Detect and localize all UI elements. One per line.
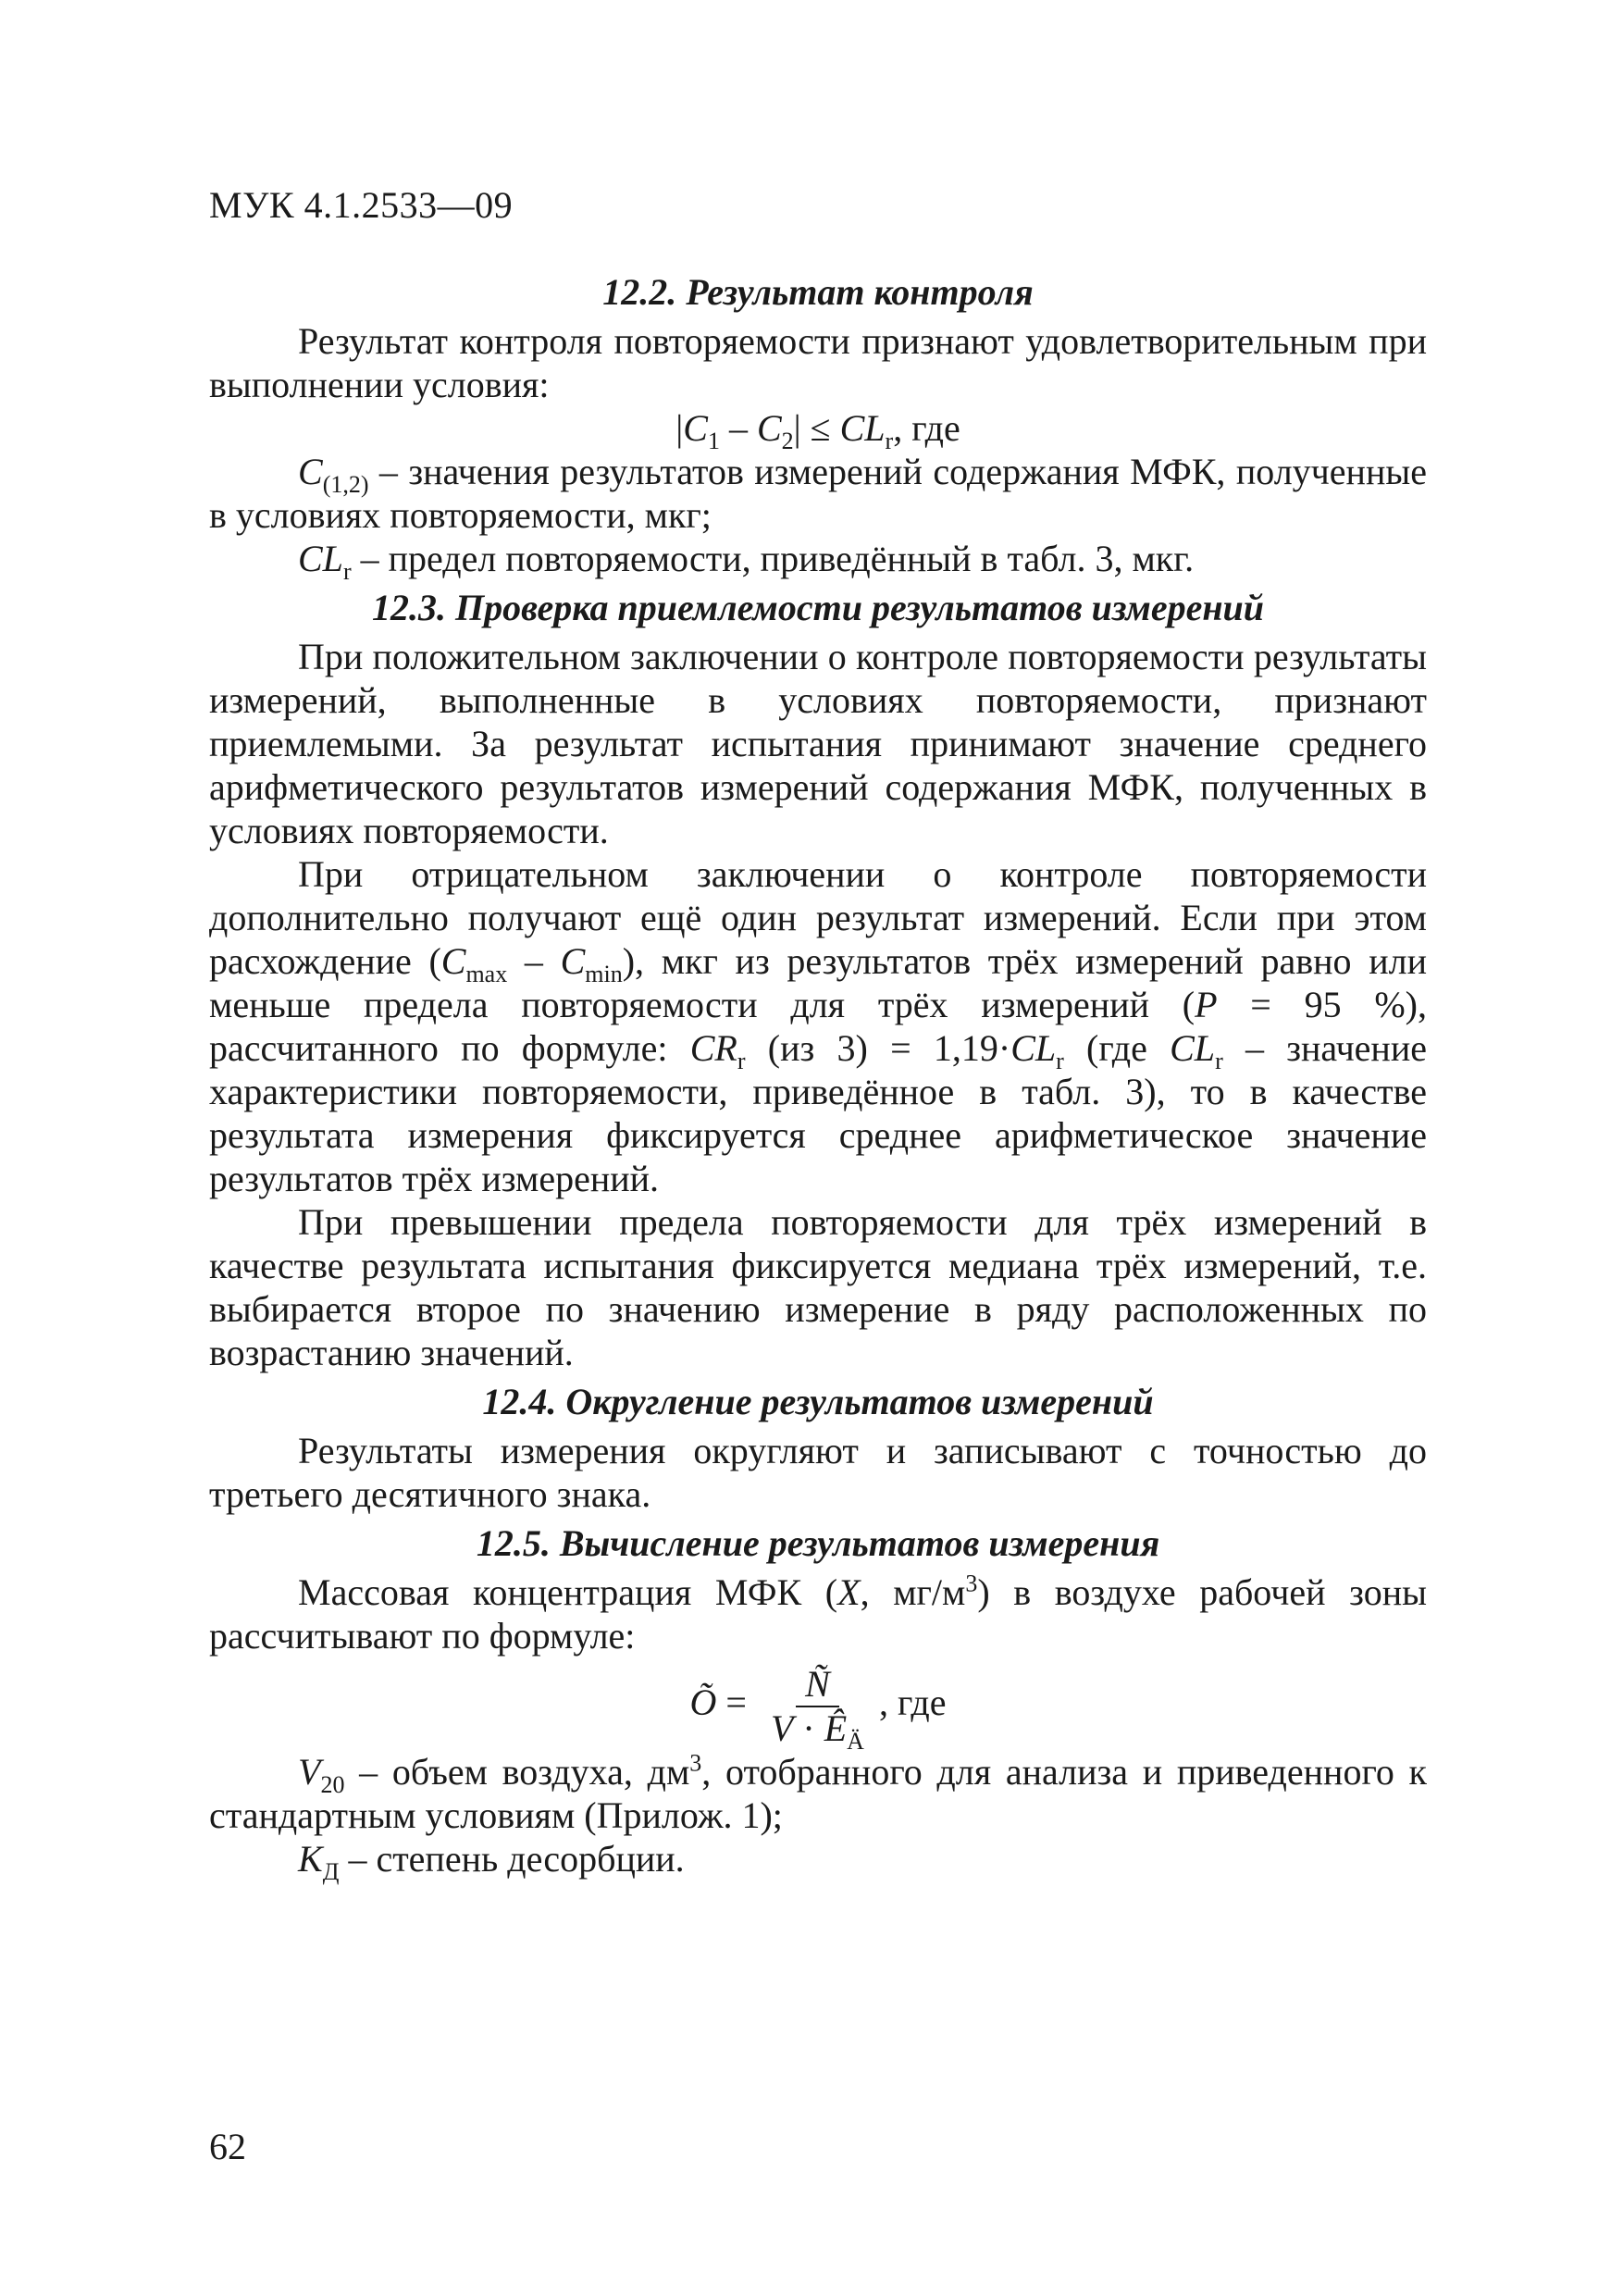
def-c-sub: (1,2) [322, 471, 369, 498]
def-v-text-a: – объем воздуха, дм [344, 1751, 690, 1793]
s125-p1-a: Массовая концентрация МФК ( [298, 1571, 838, 1613]
def-cl-text: – предел повторяемости, приведённый в табл. 3, мкг. [351, 538, 1195, 579]
p2-cl2: CL [1170, 1027, 1216, 1069]
s125-definition-kd [209, 1837, 1427, 1885]
p2-max-sub: max [465, 961, 508, 987]
s123-paragraph-3: При превышении предела повторяемости для трёх измерений в качестве результата испытания фиксируется медиана трёх измерений, т.е. выбирается второе по значению измерение в ряду расположенных по возрастанию значений. [209, 1201, 1427, 1373]
section-12-2-title: 12.2. Результат контроля [602, 271, 1034, 313]
p2-cl: CL [1010, 1027, 1057, 1069]
section-12-4-title: 12.4. Округление результатов измерений [482, 1381, 1154, 1422]
p2-cr-sub: r [737, 1048, 746, 1074]
def-v-text-b: , отобранного для анализа и приведенного к стандартным условиям (Прилож. 1); [209, 1751, 1427, 1836]
s125-p1-x: X [837, 1571, 861, 1613]
def-cl-var: CL [298, 538, 343, 579]
formula-abs-open: | [675, 407, 684, 449]
repeatability-condition-formula [209, 406, 1427, 454]
p2-part-e: (где [1063, 1027, 1171, 1069]
p2-part-c: = 95 %), рассчитанного по формуле: [209, 984, 1427, 1069]
def-v-var: V [298, 1751, 321, 1793]
denominator-sub: Ä [847, 1728, 864, 1755]
s125-paragraph-1 [209, 1570, 1427, 1657]
p2-cl-sub: r [1056, 1048, 1064, 1074]
fraction-numerator [796, 1663, 839, 1707]
document-code: МУК 4.1.2533—09 [209, 184, 514, 226]
p2-part-f: – значение характеристики повторяемости, приведённое в табл. 3), то в качестве результата измерения фиксируется среднее арифметическое значение результатов трёх измерений. [209, 1027, 1427, 1199]
s124-paragraph-1: Результаты измерения округляют и записывают с точностью до третьего десятичного знака. [209, 1430, 1427, 1515]
p2-cl2-sub: r [1215, 1048, 1223, 1074]
formula-c2: C [756, 407, 782, 449]
s123-paragraph-2 [209, 852, 1427, 1200]
s125-p1-sup: 3 [965, 1570, 978, 1597]
s123-paragraph-1: При положительном заключении о контроле повторяемости результаты измерений, выполненные в условиях повторяемости, признают приемлемыми. За результат испытания принимают значение среднего арифметического результатов измерений содержания МФК, полученных в условиях повторяемости. [209, 636, 1427, 851]
def-k-var: K [298, 1838, 323, 1880]
formula-c2-sub: 2 [781, 428, 794, 454]
def-cl-sub: r [342, 558, 352, 585]
formula-where-2: , где [878, 1682, 947, 1724]
def-k-sub: Д [322, 1858, 340, 1885]
formula-c1-sub: 1 [707, 428, 720, 454]
p2-cr: CR [689, 1027, 737, 1069]
fraction-denominator [762, 1707, 873, 1755]
p2-part-d: (из 3) = 1,19· [745, 1027, 1011, 1069]
formula-le: ≤ [800, 407, 840, 449]
denominator-v: V [770, 1707, 794, 1749]
p2-min-sub: min [585, 961, 623, 987]
p2-part-a: При отрицательном заключении о контроле повторяемости дополнительно получают ещё один результат измерений. Если при этом расхождение ( [209, 853, 1427, 982]
formula-lhs: Õ [689, 1682, 717, 1724]
p2-part-b: ), мкг из результатов трёх измерений равно или меньше предела повторяемости для трёх измерений ( [209, 940, 1427, 1025]
def-v-sup: 3 [689, 1749, 702, 1777]
def-k-text: – степень десорбции. [339, 1838, 685, 1880]
p2-cmax: C [440, 940, 466, 982]
s122-definition-clr [209, 537, 1427, 585]
numerator-symbol: Ñ [805, 1663, 830, 1705]
def-c-var: C [298, 451, 323, 492]
def-c-text: – значения результатов измерений содержания МФК, полученные в условиях повторяемости, мкг; [209, 451, 1427, 536]
p2-dash: – [507, 940, 561, 982]
formula-abs-close: | [793, 407, 801, 449]
formula-cl-sub: r [885, 428, 894, 454]
s125-definition-v20 [209, 1750, 1427, 1837]
formula-minus: – [719, 407, 757, 449]
s125-p1-b: , мг/м [860, 1571, 966, 1613]
def-v-sub: 20 [320, 1771, 345, 1798]
s125-p1-c: ) в воздухе рабочей зоны рассчитывают по формуле: [209, 1571, 1427, 1657]
concentration-formula [209, 1663, 1427, 1755]
page-content [209, 270, 1427, 1885]
p2-cmin: C [560, 940, 586, 982]
denominator-e: Ê [824, 1707, 848, 1749]
formula-c1: C [683, 407, 708, 449]
formula-where: , где [893, 407, 960, 449]
section-12-5-title: 12.5. Вычисление результатов измерения [476, 1522, 1160, 1564]
section-12-3-title: 12.3. Проверка приемлемости результатов измерений [371, 587, 1265, 628]
page-number: 62 [209, 2126, 246, 2167]
s122-paragraph-1: Результат контроля повторяемости признают удовлетворительным при выполнении условия: [209, 320, 1427, 405]
s122-definition-c12 [209, 450, 1427, 537]
formula-fraction [762, 1663, 873, 1755]
denominator-dot: · [793, 1707, 824, 1749]
p2-p: P [1195, 984, 1218, 1025]
formula-eq: = [716, 1682, 756, 1724]
formula-cl: CL [839, 407, 886, 449]
